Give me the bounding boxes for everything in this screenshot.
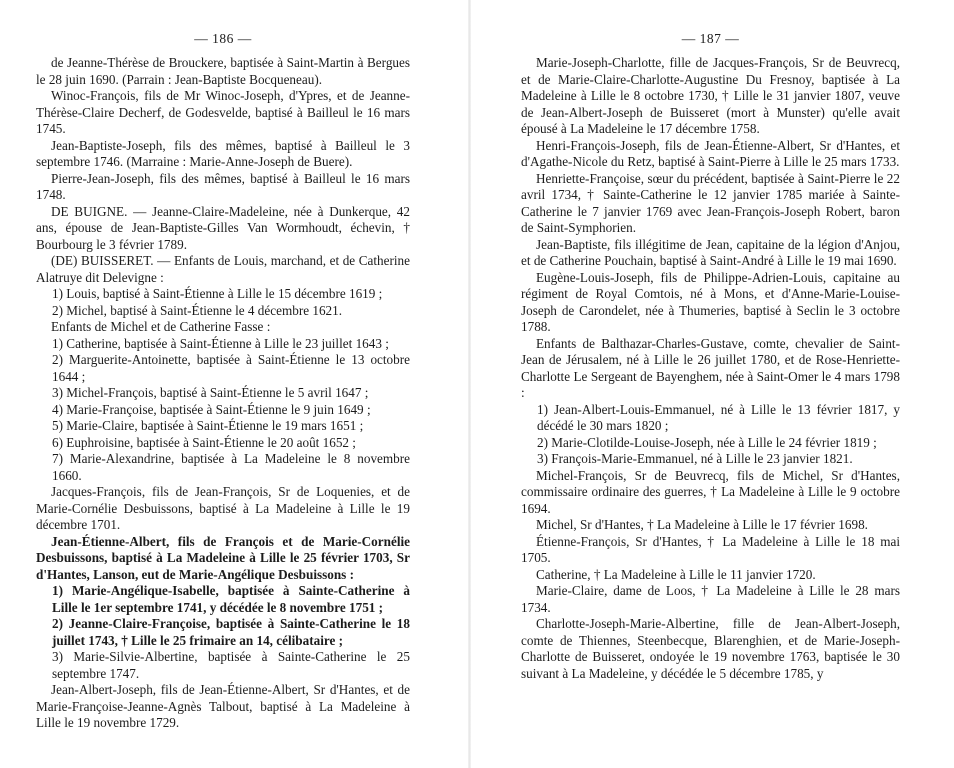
list-item: 5) Marie-Claire, baptisée à Saint-Étienne le 19 mars 1651 ;	[52, 418, 364, 433]
book-gutter	[468, 0, 471, 768]
paragraph: Marie-Claire, dame de Loos, † La Madeleine à Lille le 28 mars 1734.	[521, 583, 900, 615]
left-page-text	[36, 55, 410, 732]
paragraph: Étienne-François, Sr d'Hantes, † La Madeleine à Lille le 18 mai 1705.	[521, 533, 900, 565]
paragraph: Jean-Baptiste, fils illégitime de Jean, capitaine de la légion d'Anjou, et de Catherine Pouchain, baptisé à Saint-André à Lille le 19 mai 1690.	[521, 236, 900, 268]
paragraph: Henri-François-Joseph, fils de Jean-Étienne-Albert, Sr d'Hantes, et d'Agathe-Nicole du Retz, baptisé à Saint-Pierre à Lille le 25 mars 1733.	[521, 137, 900, 169]
left-page	[36, 0, 410, 768]
page-number-right: — 187 —	[681, 31, 740, 46]
paragraph: Jean-Baptiste-Joseph, fils des mêmes, baptisé à Bailleul le 3 septembre 1746. (Marraine : Marie-Anne-Joseph de Buere).	[36, 137, 410, 169]
paragraph: Marie-Joseph-Charlotte, fille de Jacques-François, Sr de Beuvrecq, et de Marie-Claire-Charlotte-Augustine Du Fresnoy, baptisée à La Madeleine à Lille le 8 octobre 1730, † Lille le 31 janvier 1807, veuve de Jean-Albert-Joseph de Buisseret (mort à Munster) qu'elle avait épousé à La Madeleine le 17 décembre 1758.	[521, 55, 900, 136]
paragraph: Jean-Albert-Joseph, fils de Jean-Étienne-Albert, Sr d'Hantes, et de Marie-Françoise-Jeanne-Agnès Talbout, baptisé à La Madeleine à Lille le 19 novembre 1729.	[36, 682, 410, 730]
paragraph: Charlotte-Joseph-Marie-Albertine, fille de Jean-Albert-Joseph, comte de Thiennes, Steenbecque, Blarenghien, et de Marie-Joseph-Charlotte de Buisseret, ondoyée le 19 novembre 1763, baptisée le 30 suivant à La Madeleine, y décédée le 5 décembre 1785, y	[521, 616, 900, 681]
list-item: 2) Marguerite-Antoinette, baptisée à Saint-Étienne le 13 octobre 1644 ;	[52, 352, 410, 384]
paragraph: Henriette-Françoise, sœur du précédent, baptisée à Saint-Pierre le 22 avril 1734, † Sainte-Catherine le 12 janvier 1785 mariée à Sainte-Catherine le 7 janvier 1769 avec Jean-François-Joseph Robert, baron de Saint-Symphorien.	[521, 170, 900, 235]
list-item: 2) Jeanne-Claire-Françoise, baptisée à Sainte-Catherine le 18 juillet 1743, † Lille le 25 frimaire an 14, célibataire ;	[52, 616, 410, 648]
list-item: 1) Jean-Albert-Louis-Emmanuel, né à Lille le 13 février 1817, y décédé le 30 mars 1820 ;	[537, 401, 900, 433]
paragraph: de Jeanne-Thérèse de Brouckere, baptisée à Saint-Martin à Bergues le 28 juin 1690. (Parrain : Jean-Baptiste Bocqueneau).	[36, 55, 410, 87]
paragraph: Enfants de Balthazar-Charles-Gustave, comte, chevalier de Saint-Jean de Jérusalem, né à Lille le 26 juillet 1780, et de Rose-Henriette-Charlotte Le Sergeant de Bayenghem, née à Saint-Omer le 4 mars 1798 :	[521, 335, 900, 400]
paragraph: Enfants de Michel et de Catherine Fasse :	[51, 319, 271, 334]
paragraph: Catherine, † La Madeleine à Lille le 11 janvier 1720.	[536, 566, 816, 582]
page-number-left: — 186 —	[194, 31, 252, 46]
paragraph: Winoc-François, fils de Mr Winoc-Joseph, d'Ypres, et de Jeanne-Thérèse-Claire Decherf, de Godesvelde, baptisé à Bailleul le 16 mars 1745.	[36, 88, 410, 136]
paragraph: Jean-Étienne-Albert, fils de François et de Marie-Cornélie Desbuissons, baptisé à La Madeleine à Lille le 25 février 1703, Sr d'Hantes, Lanson, eut de Marie-Angélique Desbuissons :	[36, 533, 410, 582]
list-item: 2) Michel, baptisé à Saint-Étienne le 4 décembre 1621.	[52, 302, 343, 318]
list-item: 1) Catherine, baptisée à Saint-Étienne à Lille le 23 juillet 1643 ;	[52, 335, 389, 351]
list-item: 2) Marie-Clotilde-Louise-Joseph, née à Lille le 24 février 1819 ;	[537, 434, 877, 450]
paragraph: Michel-François, Sr de Beuvrecq, fils de Michel, Sr d'Hantes, commissaire ordinaire des guerres, † La Madeleine à Lille le 9 octobre 1694.	[521, 467, 900, 516]
list-item: 3) François-Marie-Emmanuel, né à Lille le 23 janvier 1821.	[537, 451, 853, 466]
list-item: 3) Michel-François, baptisé à Saint-Étienne le 5 avril 1647 ;	[52, 385, 369, 400]
list-item: 6) Euphroisine, baptisée à Saint-Étienne le 20 août 1652 ;	[52, 434, 356, 450]
list-item: 1) Louis, baptisé à Saint-Étienne à Lille le 15 décembre 1619 ;	[52, 286, 383, 301]
paragraph: Jacques-François, fils de Jean-François, Sr de Loquenies, et de Marie-Cornélie Desbuissons, baptisé à La Madeleine à Lille le 19 décembre 1701.	[36, 484, 410, 532]
list-item: 7) Marie-Alexandrine, baptisée à La Madeleine le 8 novembre 1660.	[52, 451, 410, 483]
paragraph: Michel, Sr d'Hantes, † La Madeleine à Lille le 17 février 1698.	[536, 517, 868, 532]
list-item: 1) Marie-Angélique-Isabelle, baptisée à Sainte-Catherine à Lille le 1er septembre 1741, y décédée le 8 novembre 1751 ;	[52, 583, 410, 615]
paragraph: Pierre-Jean-Joseph, fils des mêmes, baptisé à Bailleul le 16 mars 1748.	[36, 170, 410, 202]
list-item: 3) Marie-Silvie-Albertine, baptisée à Sainte-Catherine le 25 septembre 1747.	[52, 649, 410, 681]
right-page	[521, 0, 900, 768]
list-item: 4) Marie-Françoise, baptisée à Saint-Étienne le 9 juin 1649 ;	[52, 401, 371, 417]
paragraph: Eugène-Louis-Joseph, fils de Philippe-Adrien-Louis, capitaine au régiment de Royal Comtois, né à Mons, et d'Anne-Marie-Louise-Joseph de Carondelet, née à Thumeries, baptisé à Seclin le 3 octobre 1788.	[521, 269, 900, 334]
right-page-text	[521, 55, 900, 682]
paragraph-entry-de-buisseret: (DE) BUISSERET. — Enfants de Louis, marchand, et de Catherine Alatruye dit Delevigne :	[36, 253, 410, 285]
paragraph-entry-de-buigne: DE BUIGNE. — Jeanne-Claire-Madeleine, née à Dunkerque, 42 ans, épouse de Jean-Baptiste-Gilles Van Wormhoudt, échevin, † Bourbourg le 3 février 1789.	[36, 203, 410, 252]
